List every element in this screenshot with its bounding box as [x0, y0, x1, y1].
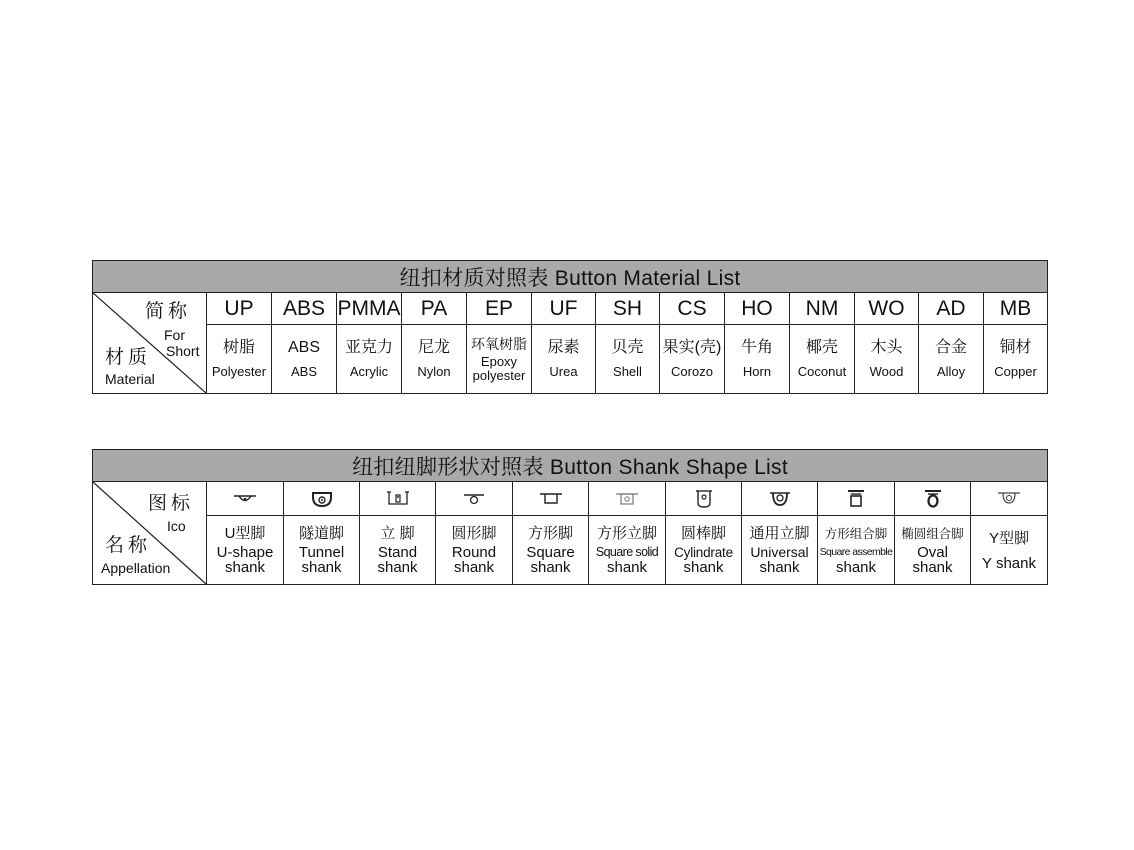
shank-corner-header: [93, 482, 207, 585]
icon-cell: [360, 482, 436, 516]
square-assemble-shank-icon: [841, 489, 871, 509]
shank-en-name: Round: [451, 544, 497, 561]
material-cell: [919, 325, 984, 394]
corner-short-cn: 简称: [145, 301, 192, 322]
tunnel-shank-icon: [307, 489, 337, 509]
material-cell: [984, 325, 1048, 394]
shank-cn-name: 圆棒脚: [680, 525, 726, 542]
abbr-cell: NM: [790, 293, 855, 325]
material-table: [92, 260, 1048, 394]
material-en-name: Copper: [994, 364, 1037, 379]
material-cn-name: 尿素: [547, 339, 580, 356]
corner-name-cn: 名称: [105, 535, 152, 556]
abbr-cell: SH: [596, 293, 660, 325]
material-en-name: Polyester: [211, 364, 267, 379]
shank-en-name: Tunnel: [298, 544, 345, 561]
icon-cell: [207, 482, 284, 516]
abbr-cell: WO: [855, 293, 919, 325]
corner-short-label: Short: [166, 343, 200, 359]
abbr-cell: MB: [984, 293, 1048, 325]
square-shank-icon: [536, 489, 566, 509]
material-en-name: Coconut: [797, 364, 847, 379]
icon-cell: [513, 482, 589, 516]
material-en-name: Corozo: [671, 364, 713, 379]
corner-material-cn: 材质: [105, 347, 152, 368]
shank-en-name: Square solid: [595, 545, 659, 559]
material-cn-name: ABS: [287, 339, 320, 356]
shank-en-name-2: shank: [224, 559, 266, 576]
material-cn-name: 合金: [934, 339, 967, 356]
material-en-name-2: polyester: [472, 368, 526, 383]
shank-en-name-2: shank: [453, 559, 495, 576]
material-corner-header: [93, 293, 207, 394]
oval-shank-icon: [918, 489, 948, 509]
material-table-title: 纽扣材质对照表 Button Material List: [93, 261, 1048, 293]
material-cell: [272, 325, 337, 394]
shank-en-name-2: shank: [530, 559, 571, 576]
shank-table: [92, 449, 1048, 585]
material-cell: [596, 325, 660, 394]
material-en-name: Epoxy: [480, 354, 518, 369]
material-en-name: Alloy: [936, 364, 966, 379]
shank-cn-name: 圆形脚: [451, 525, 497, 542]
material-en-name: ABS: [290, 364, 317, 379]
material-en-name: Shell: [613, 364, 642, 379]
shank-en-name-2: shank: [683, 559, 724, 576]
shank-cell: [436, 516, 513, 585]
material-cn-name: 木头: [870, 339, 903, 356]
shank-cn-name: 椭圆组合脚: [901, 527, 964, 541]
material-cell: [790, 325, 855, 394]
shank-cell: [360, 516, 436, 585]
icon-cell: [436, 482, 513, 516]
material-cell: [337, 325, 402, 394]
abbr-cell: AD: [919, 293, 984, 325]
corner-material-label: Material: [105, 371, 155, 387]
icon-cell: [742, 482, 818, 516]
material-cn-name: 环氧树脂: [471, 336, 527, 352]
shank-cn-name: U型脚: [224, 525, 266, 542]
shank-cell: [513, 516, 589, 585]
material-cn-name: 尼龙: [417, 339, 450, 356]
shank-cell: [589, 516, 666, 585]
shank-en-name: Square assemble: [819, 546, 893, 558]
material-en-name: Acrylic: [349, 364, 389, 379]
shank-cn-name: 方形组合脚: [824, 527, 888, 541]
abbr-cell: CS: [660, 293, 725, 325]
material-en-name: Wood: [869, 364, 904, 379]
material-cn-name: 铜材: [999, 339, 1032, 356]
icon-cell: [589, 482, 666, 516]
shank-cell: [895, 516, 971, 585]
shank-en-name: U-shape: [216, 544, 274, 561]
shank-cn-name: 立 脚: [380, 525, 415, 542]
round-shank-icon: [459, 489, 489, 509]
material-cn-name: 果实(壳): [662, 339, 722, 356]
shank-en-name: Cylindrate: [674, 545, 733, 560]
u-shape-shank-icon: [230, 489, 260, 509]
material-cell: [855, 325, 919, 394]
icon-cell: [971, 482, 1048, 516]
shank-en-name-2: shank: [759, 559, 800, 576]
abbr-cell: HO: [725, 293, 790, 325]
material-cn-name: 亚克力: [344, 339, 393, 356]
abbr-cell: PMMA: [337, 293, 402, 325]
y-shank-icon: [994, 489, 1024, 509]
icon-cell: [818, 482, 895, 516]
shank-en-name: Universal: [750, 544, 809, 560]
corner-ico-label: Ico: [167, 518, 186, 534]
shank-cn-name: 方形立脚: [596, 525, 657, 542]
material-en-name: Nylon: [417, 364, 451, 379]
material-cell: [725, 325, 790, 394]
abbr-cell: UP: [207, 293, 272, 325]
shank-en-name-2: shank: [301, 559, 342, 576]
icon-cell: [284, 482, 360, 516]
icon-cell: [666, 482, 742, 516]
shank-cell: [207, 516, 284, 585]
shank-cn-name: 方形脚: [527, 525, 573, 542]
shank-en-name-2: shank: [606, 559, 648, 576]
abbr-cell: UF: [532, 293, 596, 325]
material-cn-name: 树脂: [222, 339, 255, 356]
material-cell: [207, 325, 272, 394]
shank-en-name: Y shank: [982, 554, 1036, 572]
material-cn-name: 椰壳: [805, 339, 838, 356]
material-cn-name: 牛角: [740, 339, 773, 356]
shank-en-name: Stand: [377, 544, 418, 561]
material-cell: [402, 325, 467, 394]
material-en-name: Horn: [742, 364, 772, 379]
material-cn-name: 贝壳: [611, 339, 644, 356]
material-cell: [467, 325, 532, 394]
shank-cn-name: Y型脚: [989, 529, 1030, 547]
material-cell: [660, 325, 725, 394]
cylindrate-shank-icon: [689, 489, 719, 509]
shank-cell: [818, 516, 895, 585]
corner-appellation-label: Appellation: [101, 560, 171, 576]
abbr-cell: PA: [402, 293, 467, 325]
shank-en-name: Square: [526, 544, 575, 561]
shank-cn-name: 通用立脚: [749, 525, 810, 542]
shank-cell: [971, 516, 1048, 585]
shank-table-title: 纽扣纽脚形状对照表 Button Shank Shape List: [93, 450, 1048, 482]
corner-icon-cn: 图标: [148, 493, 195, 514]
shank-cn-name: 隧道脚: [298, 525, 344, 542]
abbr-cell: EP: [467, 293, 532, 325]
square-solid-shank-icon: [612, 489, 642, 509]
shank-cell: [742, 516, 818, 585]
corner-for-label: For: [164, 327, 185, 343]
universal-shank-icon: [765, 489, 795, 509]
icon-cell: [895, 482, 971, 516]
shank-en-name-2: shank: [835, 559, 877, 576]
shank-en-name-2: shank: [377, 559, 418, 576]
shank-cell: [284, 516, 360, 585]
shank-en-name-2: shank: [912, 559, 953, 576]
stand-shank-icon: [383, 489, 413, 509]
shank-en-name: Oval: [917, 544, 948, 561]
abbr-cell: ABS: [272, 293, 337, 325]
material-en-name: Urea: [549, 364, 578, 379]
shank-cell: [666, 516, 742, 585]
material-cell: [532, 325, 596, 394]
